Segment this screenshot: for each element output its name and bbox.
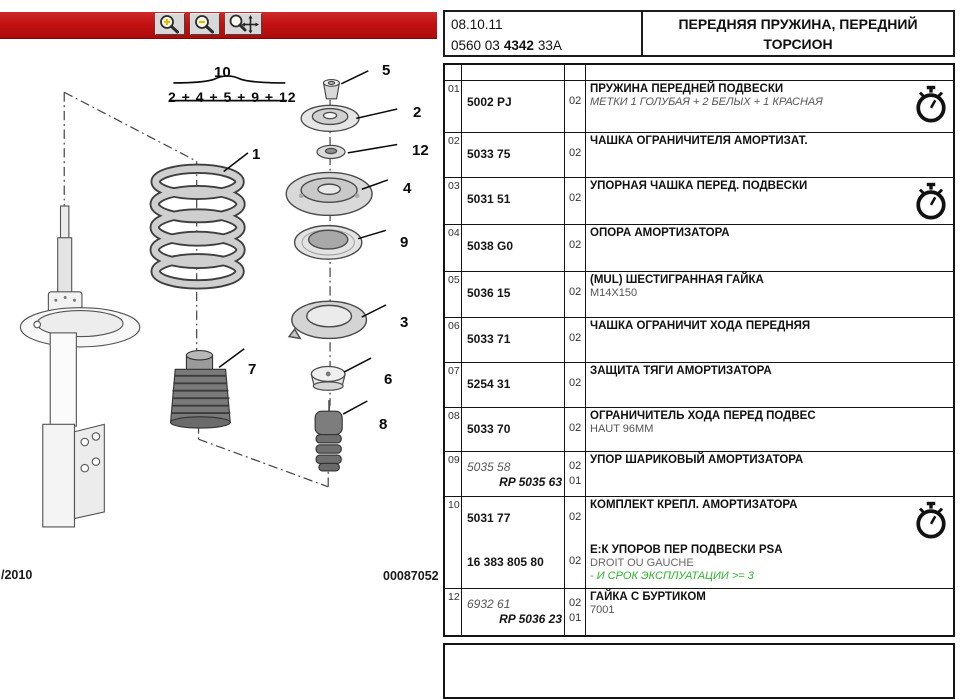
row-number: 01	[448, 83, 460, 95]
coil-spring	[155, 169, 241, 285]
part-code[interactable]: 5002 PJ	[467, 95, 512, 109]
callout-7: 7	[248, 361, 257, 378]
reference-suffix: 33A	[537, 37, 562, 53]
header-date: 08.10.11	[451, 17, 503, 32]
part-code[interactable]: 5031 51	[467, 192, 511, 206]
row-number: 02	[448, 135, 460, 147]
part-qty: 02	[569, 239, 582, 251]
row-number: 10	[448, 499, 460, 511]
reference-prefix: 0560 03	[451, 37, 500, 53]
part-code[interactable]: 5033 70	[467, 422, 511, 436]
part-title: КОМПЛЕКТ КРЕПЛ. АМОРТИЗАТОРА	[590, 499, 798, 511]
row-number: 08	[448, 410, 460, 422]
callout-1: 1	[252, 146, 261, 163]
upper-cup-washer	[301, 105, 359, 131]
table-row[interactable]	[445, 497, 953, 589]
part-qty: 02	[569, 460, 582, 472]
lower-cap	[311, 366, 345, 390]
suspension-exploded-diagram	[0, 40, 440, 595]
bump-stop	[315, 400, 342, 471]
table-row[interactable]	[445, 452, 953, 497]
callout-4: 4	[403, 180, 412, 197]
part-qty: 02	[569, 332, 582, 344]
part-code[interactable]: 5254 31	[467, 377, 511, 391]
part-subtitle: M14X150	[590, 287, 638, 299]
part-title: ЗАЩИТА ТЯГИ АМОРТИЗАТОРА	[590, 365, 772, 377]
part-qty: 02	[569, 422, 582, 434]
strut-body	[20, 206, 139, 527]
callout-8: 8	[379, 416, 388, 433]
part-subtitle: 7001	[590, 604, 615, 616]
part-condition-note: - И СРОК ЭКСПЛУАТАЦИИ >= 3	[590, 570, 754, 582]
row-number: 09	[448, 454, 460, 466]
part-title: ОГРАНИЧИТЕЛЬ ХОДА ПЕРЕД ПОДВЕС	[590, 410, 816, 422]
magnifier-plus-icon	[158, 14, 182, 34]
table-row[interactable]	[445, 363, 953, 408]
part-title-2: Е:К УПОРОВ ПЕР ПОДВЕСКИ PSA	[590, 544, 783, 556]
part-code[interactable]: 5033 71	[467, 332, 511, 346]
page-header	[443, 10, 955, 57]
part-qty: 02	[569, 147, 582, 159]
part-qty: 02	[569, 95, 582, 107]
part-qty: 02	[569, 377, 582, 389]
callout-5: 5	[382, 62, 391, 79]
stopwatch-icon	[914, 181, 948, 222]
zoom-pan-button[interactable]	[225, 13, 262, 35]
callout-3: 3	[400, 314, 409, 331]
part-qty-2: 01	[569, 475, 582, 487]
diagram-formula-top: 10	[214, 64, 231, 81]
part-title: ЧАШКА ОГРАНИЧИТЕЛЯ АМОРТИЗАТ.	[590, 135, 808, 147]
part-qty: 02	[569, 286, 582, 298]
part-code[interactable]: 5035 58	[467, 460, 511, 474]
callout-12: 12	[412, 142, 429, 159]
part-title: ПРУЖИНА ПЕРЕДНЕЙ ПОДВЕСКИ	[590, 83, 784, 95]
table-row[interactable]	[445, 589, 953, 635]
table-row[interactable]	[445, 133, 953, 178]
spring-seat	[289, 301, 366, 338]
part-qty: 02	[569, 511, 582, 523]
row-number: 04	[448, 227, 460, 239]
zoom-out-button[interactable]	[190, 13, 220, 35]
part-title: ЧАШКА ОГРАНИЧИТ ХОДА ПЕРЕДНЯЯ	[590, 320, 811, 332]
stopwatch-icon	[914, 500, 948, 541]
row-number: 12	[448, 591, 460, 603]
part-title: УПОР ШАРИКОВЫЙ АМОРТИЗАТОРА	[590, 454, 804, 466]
row-number: 06	[448, 320, 460, 332]
reference-bold: 4342	[503, 37, 534, 53]
part-code[interactable]: 5033 75	[467, 147, 511, 161]
part-subtitle: HAUT 96MM	[590, 423, 654, 435]
part-subtitle: МЕТКИ 1 ГОЛУБАЯ + 2 БЕЛЫХ + 1 КРАСНАЯ	[590, 96, 823, 108]
table-row[interactable]	[445, 81, 953, 133]
header-reference-block	[445, 12, 643, 55]
part-title: ОПОРА АМОРТИЗАТОРА	[590, 227, 730, 239]
part-title: ГАЙКА С БУРТИКОМ	[590, 591, 706, 603]
table-footer-empty-box	[443, 643, 955, 699]
callout-2: 2	[413, 104, 422, 121]
top-nut	[324, 80, 340, 99]
row-number: 05	[448, 274, 460, 286]
magnifier-minus-icon	[193, 14, 217, 34]
part-code[interactable]: 5038 G0	[467, 239, 514, 253]
table-row[interactable]	[445, 408, 953, 452]
part-title: УПОРНАЯ ЧАШКА ПЕРЕД. ПОДВЕСКИ	[590, 180, 808, 192]
stopwatch-icon	[914, 84, 948, 125]
magnifier-pan-icon	[228, 14, 259, 34]
bearing-ring	[295, 226, 362, 260]
table-row[interactable]	[445, 318, 953, 363]
replacement-part-code[interactable]: RP 5035 63	[499, 475, 562, 489]
part-title: (MUL) ШЕСТИГРАННАЯ ГАЙКА	[590, 274, 764, 286]
table-header-spacer	[445, 65, 953, 81]
parts-table	[443, 63, 955, 637]
table-row[interactable]	[445, 272, 953, 318]
diagram-footer-left: /2010	[1, 568, 33, 582]
part-qty-2: 01	[569, 612, 582, 624]
strut-mount	[286, 172, 372, 215]
row-number: 03	[448, 180, 460, 192]
part-subtitle-2: DROIT OU GAUCHE	[590, 557, 694, 569]
part-code[interactable]: 5031 77	[467, 511, 511, 525]
part-code-2[interactable]: 16 383 805 80	[467, 555, 544, 569]
dust-boot	[171, 351, 231, 428]
part-code[interactable]: 6932 61	[467, 597, 511, 611]
part-qty: 02	[569, 192, 582, 204]
small-washer	[317, 145, 345, 158]
callout-9: 9	[400, 234, 409, 251]
part-qty-2: 02	[569, 555, 582, 567]
diagram-toolbar	[0, 12, 437, 39]
table-row[interactable]	[445, 225, 953, 272]
part-qty: 02	[569, 597, 582, 609]
table-row[interactable]	[445, 178, 953, 225]
diagram-formula-sum: 2 + 4 + 5 + 9 + 12	[168, 89, 297, 105]
replacement-part-code[interactable]: RP 5036 23	[499, 612, 562, 626]
callout-6: 6	[384, 371, 393, 388]
diagram-drawing-number: 00087052	[383, 569, 439, 583]
header-reference	[451, 36, 641, 57]
zoom-in-button[interactable]	[155, 13, 185, 35]
page-title: ПЕРЕДНЯЯ ПРУЖИНА, ПЕРЕДНИЙ ТОРСИОН	[678, 16, 918, 53]
part-code[interactable]: 5036 15	[467, 286, 511, 300]
row-number: 07	[448, 365, 460, 377]
